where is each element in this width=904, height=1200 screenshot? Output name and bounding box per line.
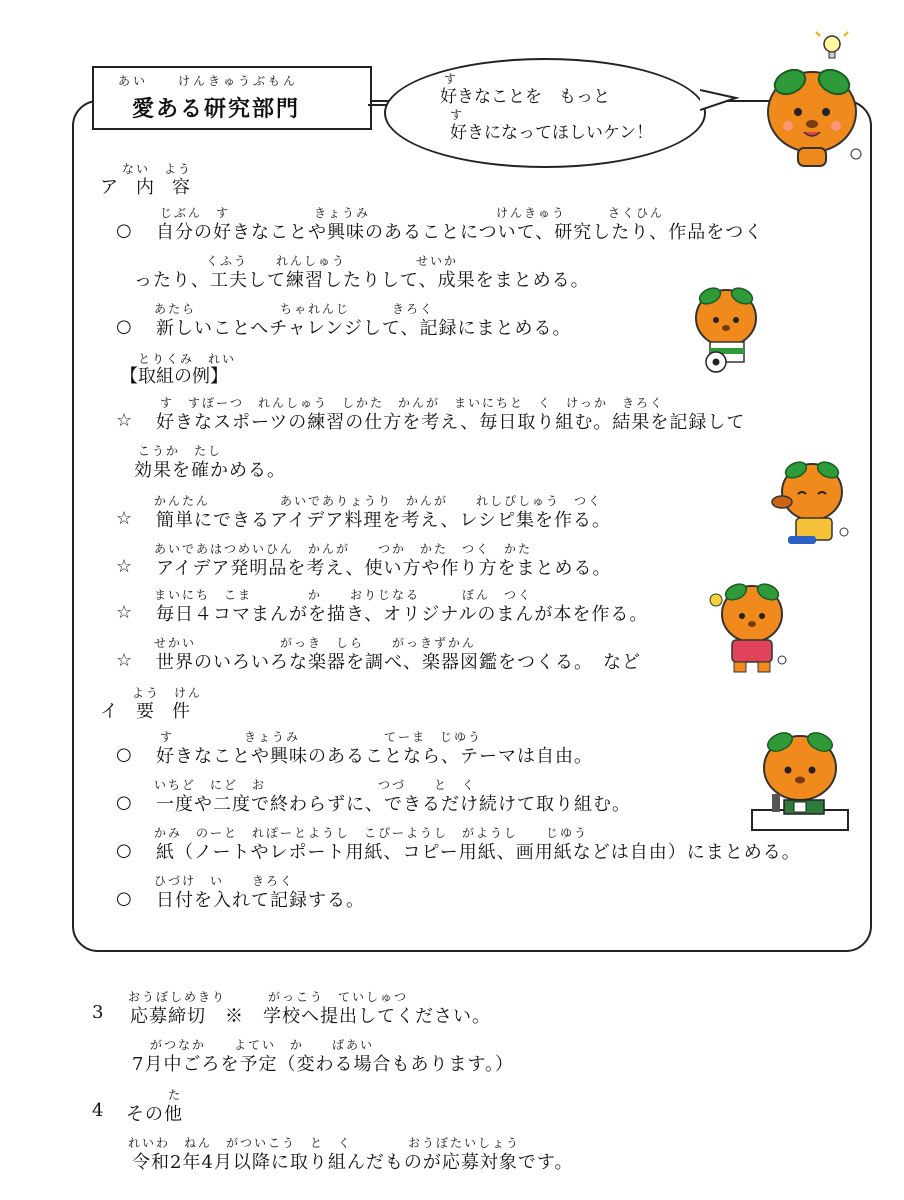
item-ruby: せかい がっき しら がっきずかん (154, 636, 477, 650)
bubble-tail (700, 88, 740, 118)
mascot-soccer-icon (688, 282, 768, 374)
section-4-number: 4 (92, 1100, 105, 1121)
title-box (92, 66, 372, 130)
circle-bullet: ○ (116, 888, 132, 909)
mascot-desk-icon (748, 730, 852, 834)
section-3-text: 応募締切 ※ 学校へ提出してください。 (130, 1006, 491, 1027)
bubble-line-1: 好きなことを もっと (440, 87, 610, 107)
section-a-heading: ア 内 容 (100, 177, 190, 198)
item-text: 好きなスポーツの練習の仕方を考え、毎日取り組む。結果を記録して (156, 412, 746, 433)
item-ruby: こうか たし (138, 444, 223, 458)
bubble-ruby-1: す (444, 72, 459, 86)
speech-bubble (384, 58, 706, 168)
item-ruby: くふう れんしゅう せいか (206, 254, 459, 268)
item-text: 効果を確かめる。 (134, 460, 286, 481)
section-4-ruby: た (168, 1088, 183, 1102)
item-ruby: じぶん す きょうみ けんきゅう さくひん (160, 206, 665, 220)
star-bullet: ☆ (116, 602, 133, 623)
item-ruby: す すぽーつ れんしゅう しかた かんが まいにちと く けっか きろく (160, 396, 665, 410)
page-title: 愛ある研究部門 (132, 97, 301, 122)
item-text: 一度や二度で終わらずに、できるだけ続けて取り組む。 (156, 794, 631, 815)
item-text: 世界のいろいろな楽器を調べ、楽器図鑑をつくる。 など (156, 652, 641, 673)
item-ruby: あいであはつめいひん かんが つか かた つく かた (154, 542, 533, 556)
item-ruby: まいにち こま か おりじなる ぼん つく (154, 588, 533, 602)
circle-bullet: ○ (116, 220, 132, 241)
circle-bullet: ○ (116, 744, 132, 765)
section-i-ruby: よう けん (132, 686, 203, 700)
section-4-sub-text: 令和2年4月以降に取り組んだものが応募対象です。 (132, 1152, 574, 1173)
section-4-sub-ruby: れいわ ねん がついこう と く おうぼたいしょう (128, 1136, 521, 1150)
example-ruby: とりくみ れい (138, 352, 237, 366)
item-text: 好きなことや興味のあることなら、テーマは自由。 (156, 746, 593, 767)
circle-bullet: ○ (116, 840, 132, 861)
circle-bullet: ○ (116, 316, 132, 337)
mascot-lightbulb-icon (760, 30, 870, 170)
circle-bullet: ○ (116, 792, 132, 813)
item-text: 日付を入れて記録する。 (156, 890, 365, 911)
section-3-sub-ruby: がつなか よてい か ばあい (150, 1038, 375, 1052)
section-4-text: その他 (126, 1104, 183, 1125)
section-3-number: 3 (92, 1002, 105, 1023)
item-text: 自分の好きなことや興味のあることについて、研究したり、作品をつく (156, 222, 764, 243)
mascot-drawing-icon (708, 578, 792, 678)
section-a-ruby: ない よう (122, 162, 193, 176)
star-bullet: ☆ (116, 508, 133, 529)
section-3-sub-text: 7月中ごろを予定（変わる場合もあります。） (132, 1054, 515, 1075)
bubble-ruby-2: す (450, 108, 465, 122)
section-i-heading: イ 要 件 (100, 701, 190, 722)
item-text: ったり、工夫して練習したりして、成果をまとめる。 (134, 270, 590, 291)
item-ruby: あたら ちゃれんじ きろく (154, 302, 435, 316)
item-ruby: かみ のーと れぽーとようし こぴーようし がようし じゆう (154, 826, 589, 840)
item-text: 簡単にできるアイデア料理を考え、レシピ集を作る。 (156, 510, 612, 531)
star-bullet: ☆ (116, 650, 133, 671)
mascot-cooking-icon (768, 456, 852, 548)
example-heading: 【取組の例】 (120, 366, 228, 387)
item-ruby: す きょうみ てーま じゆう (160, 730, 483, 744)
item-text: アイデア発明品を考え、使い方や作り方をまとめる。 (156, 558, 612, 579)
item-text: 毎日４コマまんがを描き、オリジナルのまんが本を作る。 (156, 604, 649, 625)
item-ruby: ひづけ い きろく (154, 874, 295, 888)
star-bullet: ☆ (116, 410, 133, 431)
bubble-line-2: 好きになってほしいケン！ (450, 123, 654, 143)
star-bullet: ☆ (116, 556, 133, 577)
item-text: 新しいことへチャレンジして、記録にまとめる。 (156, 318, 572, 339)
item-text: 紙（ノートやレポート用紙、コピー用紙、画用紙などは自由）にまとめる。 (156, 842, 801, 863)
item-ruby: かんたん あいでありょうり かんが れしぴしゅう つく (154, 494, 603, 508)
section-3-ruby: おうぼしめきり がっこう ていしゅつ (128, 990, 409, 1004)
item-ruby: いちど にど お つづ と く (154, 778, 477, 792)
title-ruby: あい けんきゅうぶもん (118, 74, 299, 88)
